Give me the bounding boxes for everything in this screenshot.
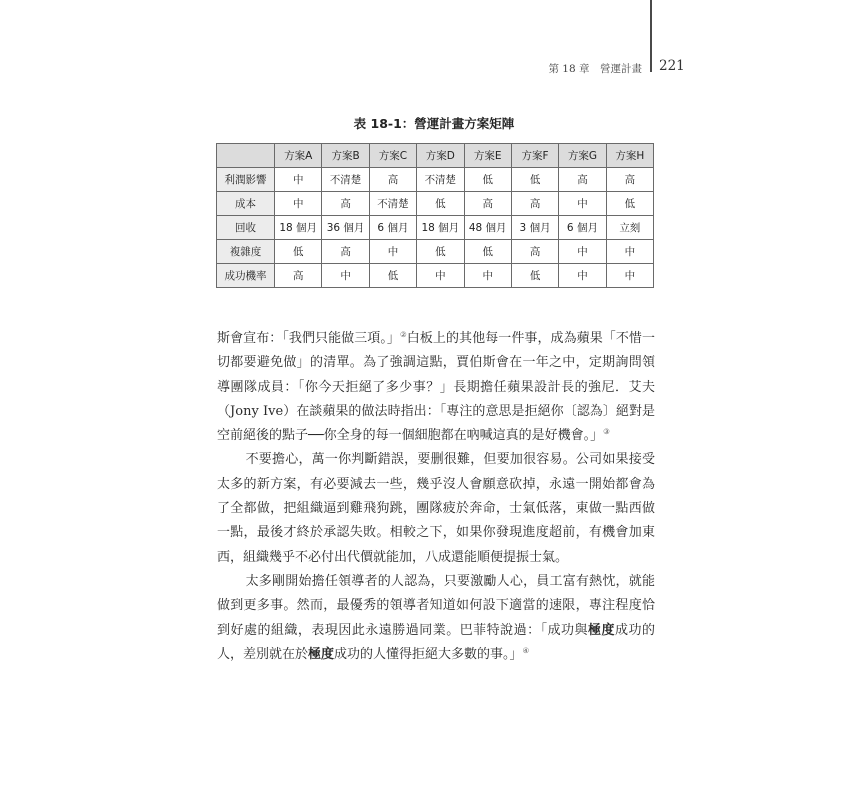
footnote-marker-2: ②	[400, 330, 407, 339]
table-cell: 低	[275, 240, 322, 264]
paragraph-3-text-c: 成功的人懂得拒絕大多數的事。」	[334, 646, 523, 662]
table-cell: 中	[275, 168, 322, 192]
table-cell: 36 個月	[322, 216, 369, 240]
table-cell: 低	[464, 168, 511, 192]
row-label: 成功機率	[217, 264, 275, 288]
paragraph-3	[217, 570, 655, 667]
paragraph-3-text-b: 成功的人，差別就在於	[217, 622, 655, 662]
column-header: 方案H	[606, 144, 653, 168]
chapter-title: 第 18 章 營運計畫	[548, 63, 642, 75]
emphasis-text: 極度	[308, 646, 335, 662]
paragraph-1-text-b: 白板上的其他每一件事，成為蘋果「不惜一切都要避免做」的清單。為了強調這點，賈伯斯會在一年之中，定期詢問領導團隊成員：「你今天拒絕了多少事？」長期擔任蘋果設計長的強尼．艾夫（Jony Ive）在談蘋果的做法時指出：「專注的意思是拒絕你〔認為〕絕對是空前絕後的點子──你全身的每一個細胞都在吶喊這真的是好機會。」	[217, 331, 655, 444]
table-row	[217, 216, 654, 240]
paragraph-2: 不要擔心，萬一你判斷錯誤，要删很難，但要加很容易。公司如果接受太多的新方案，有必要減去一些，幾乎沒人會願意砍掉，永遠一開始都會為了全都做，把組織逼到雞飛狗跳，團隊疲於奔命，士氣低落，東做一點西做一點，最後才終於承認失敗。相較之下，如果你發現進度超前，有機會加東西，組織幾乎不必付出代價就能加，八成還能順便提振士氣。	[217, 452, 655, 565]
table-cell: 低	[511, 264, 558, 288]
table-cell: 低	[417, 240, 464, 264]
table-cell: 低	[511, 168, 558, 192]
column-header: 方案C	[369, 144, 416, 168]
table-cell: 中	[322, 264, 369, 288]
table-cell: 不清楚	[322, 168, 369, 192]
column-header: 方案G	[559, 144, 606, 168]
table-corner-cell	[217, 144, 275, 168]
table-cell: 中	[275, 192, 322, 216]
footnote-marker-3: ③	[603, 427, 610, 437]
table-cell: 中	[464, 264, 511, 288]
table-cell: 高	[275, 264, 322, 288]
table-cell: 中	[559, 240, 606, 264]
table-cell: 高	[511, 192, 558, 216]
table-cell: 48 個月	[464, 216, 511, 240]
table-cell: 低	[417, 192, 464, 216]
table-cell: 高	[322, 192, 369, 216]
footnote-marker-4: ④	[522, 645, 530, 655]
column-header: 方案D	[417, 144, 464, 168]
page-number: 221	[659, 58, 685, 74]
table-row	[217, 240, 654, 264]
body-text	[217, 327, 655, 667]
table-cell: 不清楚	[369, 192, 416, 216]
table-cell: 立刻	[606, 216, 653, 240]
column-header: 方案A	[275, 144, 322, 168]
table-cell: 中	[606, 240, 653, 264]
row-label: 成本	[217, 192, 275, 216]
table-cell: 低	[464, 240, 511, 264]
paragraph-1-text-a: 斯會宣布：「我們只能做三項。」	[217, 331, 400, 346]
table-cell: 高	[606, 168, 653, 192]
table-cell: 中	[606, 264, 653, 288]
column-header: 方案E	[464, 144, 511, 168]
table-cell: 中	[559, 192, 606, 216]
plan-matrix-table	[216, 143, 654, 288]
table-cell: 18 個月	[275, 216, 322, 240]
table-cell: 中	[559, 264, 606, 288]
table-cell: 3 個月	[511, 216, 558, 240]
running-head	[0, 58, 850, 78]
table-row	[217, 168, 654, 192]
paragraph-3-text-a: 太多剛開始擔任領導者的人認為，只要激勵人心，員工富有熱忱，就能做到更多事。然而，最優秀的領導者知道如何設下適當的速限，專注程度恰到好處的組織，表現因此永遠勝過同業。巴菲特說過：「成功與	[217, 573, 655, 638]
column-header: 方案B	[322, 144, 369, 168]
row-label: 複雜度	[217, 240, 275, 264]
table-cell: 高	[511, 240, 558, 264]
table-title: 表 18-1：營運計畫方案矩陣	[353, 116, 515, 131]
row-label: 利潤影響	[217, 168, 275, 192]
table-row	[217, 192, 654, 216]
table-cell: 中	[369, 240, 416, 264]
table-cell: 高	[322, 240, 369, 264]
table-cell: 18 個月	[417, 216, 464, 240]
emphasis-text: 極度	[588, 622, 615, 638]
table-row	[217, 264, 654, 288]
table-header-row	[217, 144, 654, 168]
table-cell: 低	[606, 192, 653, 216]
table-cell: 低	[369, 264, 416, 288]
table-cell: 不清楚	[417, 168, 464, 192]
table-cell: 6 個月	[369, 216, 416, 240]
table-cell: 中	[417, 264, 464, 288]
table-cell: 高	[464, 192, 511, 216]
table-cell: 6 個月	[559, 216, 606, 240]
paragraph-1	[217, 327, 655, 448]
table-cell: 高	[559, 168, 606, 192]
column-header: 方案F	[511, 144, 558, 168]
table-cell: 高	[369, 168, 416, 192]
row-label: 回收	[217, 216, 275, 240]
